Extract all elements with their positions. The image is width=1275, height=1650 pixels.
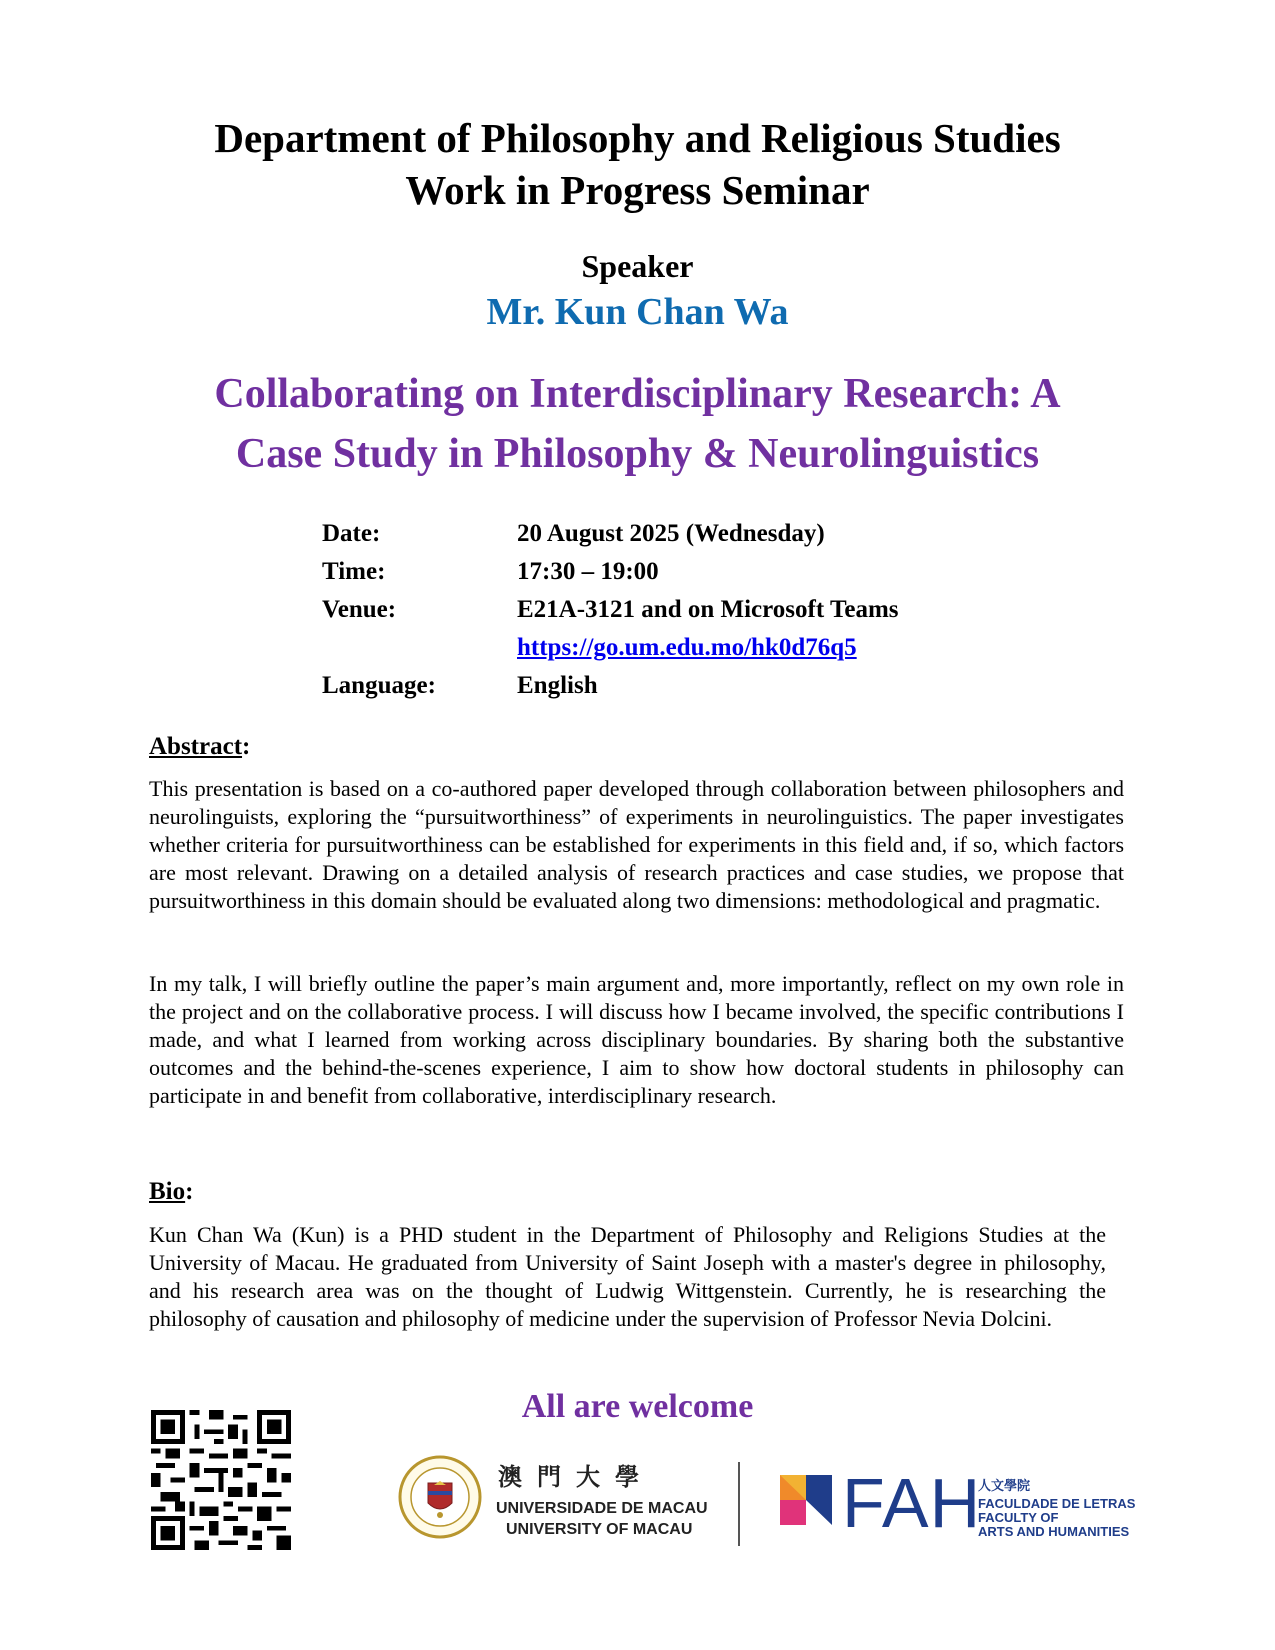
- um-english-name: UNIVERSITY OF MACAU: [506, 1521, 693, 1538]
- welcome-message: All are welcome: [521, 1388, 754, 1425]
- department-heading: Department of Philosophy and Religious Studies: [214, 115, 1061, 161]
- seminar-series-heading: Work in Progress Seminar: [405, 167, 870, 213]
- um-chinese-name: 澳門大學: [498, 1462, 654, 1491]
- date-label: Date:: [322, 520, 381, 547]
- language-label: Language:: [322, 672, 436, 699]
- venue-label: Venue:: [322, 596, 397, 623]
- fah-logo-mark-icon: [780, 1475, 832, 1525]
- venue-row: [322, 596, 899, 634]
- date-value: 20 August 2025 (Wednesday): [517, 520, 825, 547]
- talk-title-line-2: Case Study in Philosophy & Neurolinguistics: [235, 431, 1040, 477]
- bio-heading: Bio:: [149, 1178, 194, 1205]
- qr-code-icon[interactable]: [151, 1410, 291, 1550]
- fah-english-name-line-2: ARTS AND HUMANITIES: [978, 1524, 1130, 1539]
- abstract-heading: Abstract:: [149, 733, 251, 760]
- bio-paragraph: Kun Chan Wa (Kun) is a PHD student in the Department of Philosophy and Religions Studies at the University of Macau. He graduated from University of Saint Joseph with a master's degree in philosophy, and his research area was on the thought of Ludwig Wittgenstein. Currently, he is researching the philosophy of causation and philosophy of medicine under the supervision of Professor Nevia Dolcini.: [149, 1222, 1106, 1331]
- teams-link[interactable]: https://go.um.edu.mo/hk0d76q5: [517, 634, 857, 661]
- date-row: [322, 520, 899, 558]
- speaker-name: Mr. Kun Chan Wa: [486, 291, 789, 333]
- language-value: English: [517, 672, 598, 699]
- fah-english-name-line-1: FACULTY OF: [978, 1510, 1059, 1525]
- fah-chinese-name: 人文學院: [978, 1479, 1031, 1494]
- fah-portuguese-name: FACULDADE DE LETRAS: [978, 1496, 1136, 1511]
- logo-divider: [738, 1462, 740, 1546]
- abstract-paragraph-1: This presentation is based on a co-authored paper developed through collaboration between philosophers and neurolinguists, exploring the “pursuitworthiness” of experiments in neurolinguistics. The paper investigates whether criteria for pursuitworthiness can be established for experiments in this field and, if so, which factors are most relevant. Drawing on a detailed analysis of research practices and case studies, we propose that pursuitworthiness in this domain should be evaluated along two dimensions: methodological and pragmatic.: [149, 776, 1124, 913]
- fah-wordmark: FAH: [842, 1464, 982, 1542]
- abstract-paragraph-2: In my talk, I will briefly outline the paper’s main argument and, more importantly, reflect on my own role in the project and on the collaborative process. I will discuss how I became involved, the specific contributions I made, and what I learned from working across disciplinary boundaries. By sharing both the substantive outcomes and the behind-the-scenes experience, I aim to show how doctoral students in philosophy can participate in and benefit from collaborative, interdisciplinary research.: [149, 971, 1124, 1108]
- time-label: Time:: [322, 558, 386, 585]
- language-row: [322, 672, 899, 710]
- time-row: [322, 558, 899, 596]
- event-details-table: [322, 520, 899, 710]
- university-seal-icon: [398, 1455, 482, 1539]
- venue-value: E21A-3121 and on Microsoft Teams: [517, 596, 899, 623]
- um-portuguese-name: UNIVERSIDADE DE MACAU: [496, 1500, 708, 1517]
- link-row: [322, 634, 899, 672]
- speaker-label: Speaker: [581, 248, 694, 284]
- talk-title-line-1: Collaborating on Interdisciplinary Research: A: [214, 371, 1061, 417]
- time-value: 17:30 – 19:00: [517, 558, 659, 585]
